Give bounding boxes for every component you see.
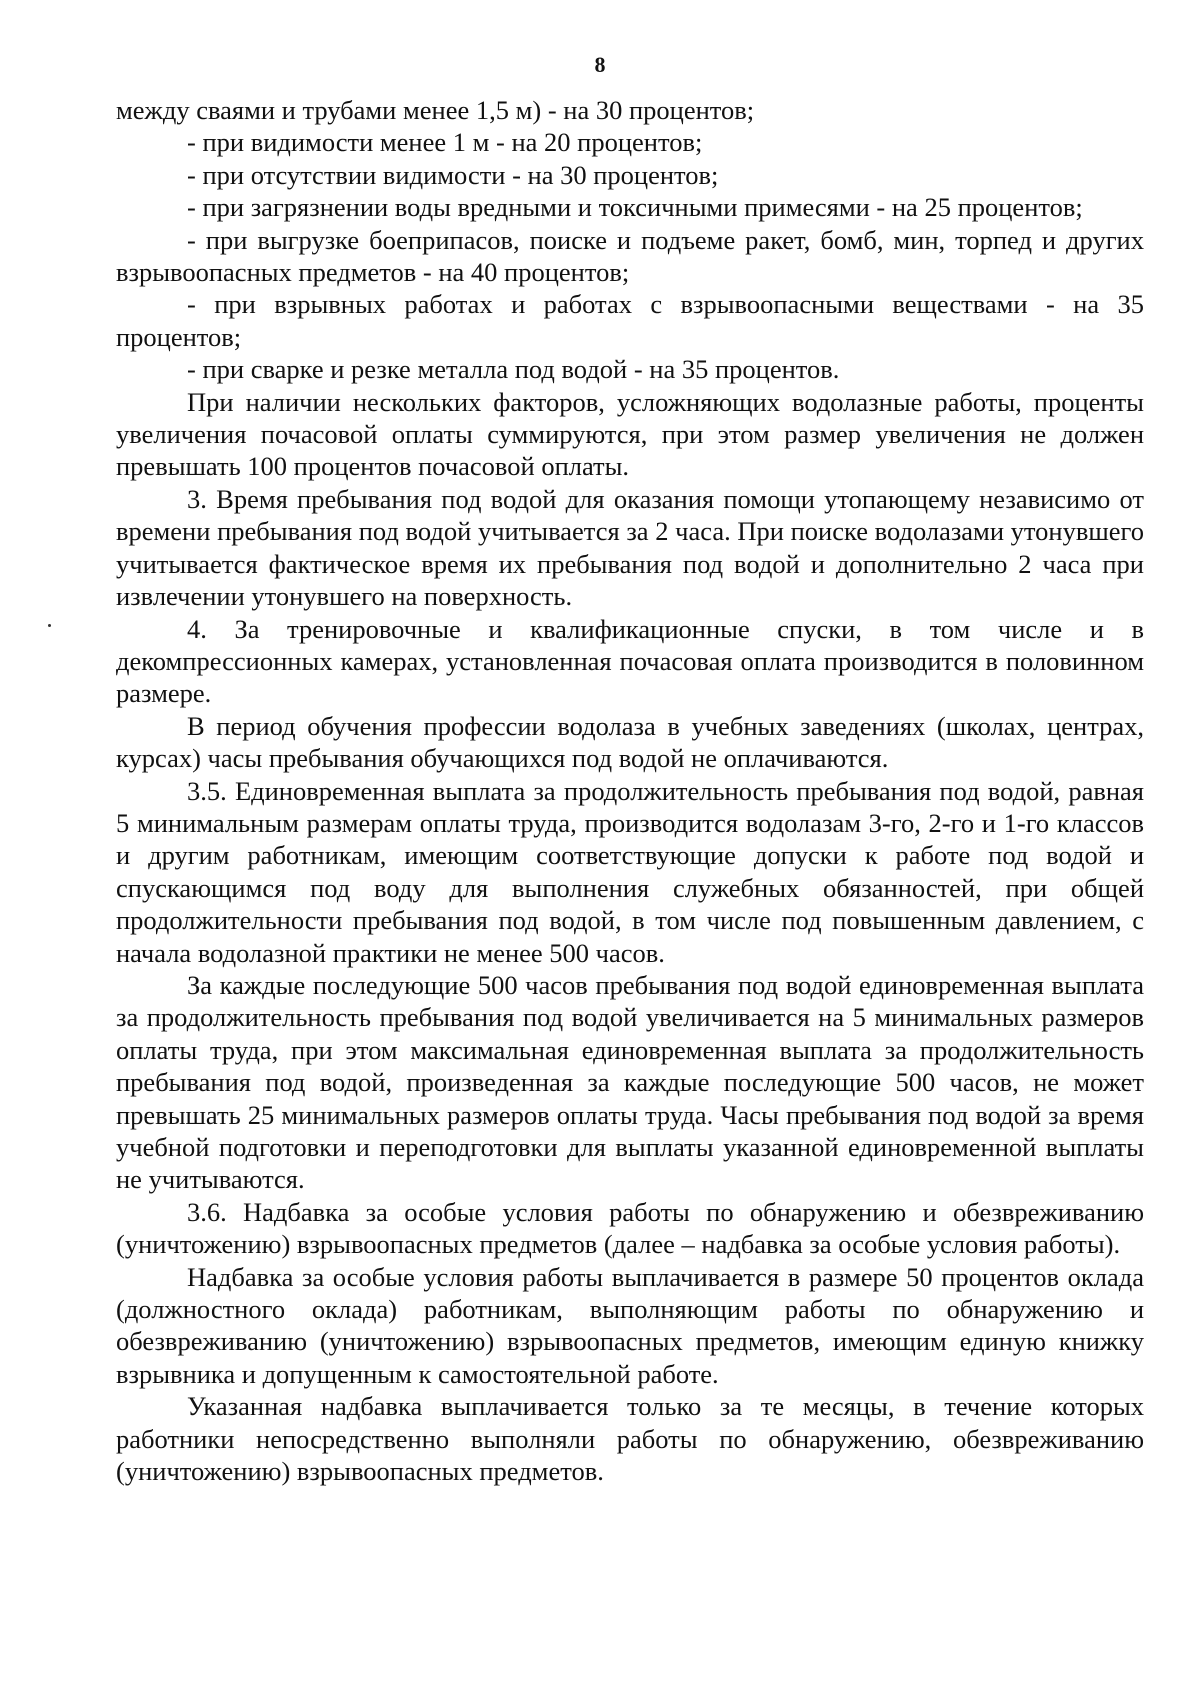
- paragraph-section-4: 4. За тренировочные и квалификационные спуски, в том числе и в декомпрессионных камерах, установленная почасовая оплата производится в половинном размере.: [116, 613, 1144, 709]
- paragraph-section-3-6: 3.6. Надбавка за особые условия работы по обнаружению и обезвреживанию (уничтожению) взрывоопасных предметов (далее – надбавка за особые условия работы).: [116, 1196, 1144, 1260]
- paragraph-training-period: В период обучения профессии водолаза в учебных заведениях (школах, центрах, курсах) часы пребывания обучающихся под водой не оплачиваются.: [116, 710, 1144, 774]
- paragraph-allowance-50-percent: Надбавка за особые условия работы выплачивается в размере 50 процентов оклада (должностного оклада) работникам, выполняющим работы по обнаружению и обезвреживанию (уничтожению) взрывоопасных предметов, имеющим единую книжку взрывника и допущенным к самостоятельной работе.: [116, 1261, 1144, 1389]
- list-item-welding: - при сварке и резке металла под водой - на 35 процентов.: [187, 354, 840, 385]
- paragraph-section-3-5: 3.5. Единовременная выплата за продолжительность пребывания под водой, равная 5 минимальным размерам оплаты труда, производится водолазам 3-го, 2-го и 1-го классов и другим работникам, имеющим соответствующие допуски к работе под водой и спускающимся под воду для выполнения служебных обязанностей, при общей продолжительности пребывания под водой, в том числе под повышенным давлением, с начала водолазной практики не менее 500 часов.: [116, 775, 1144, 968]
- list-item-water-pollution: - при загрязнении воды вредными и токсичными примесями - на 25 процентов;: [187, 192, 1083, 223]
- list-item-blasting: - при взрывных работах и работах с взрывоопасными веществами - на 35 процентов;: [116, 289, 1144, 352]
- list-item-visibility-low: - при видимости менее 1 м - на 20 процентов;: [187, 127, 703, 158]
- document-body: [116, 94, 1144, 1487]
- margin-dot: [48, 624, 51, 627]
- list-item-ammunition: - при выгрузке боеприпасов, поиске и подъеме ракет, бомб, мин, торпед и других взрывоопасных предметов - на 40 процентов;: [116, 224, 1144, 288]
- list-item-no-visibility: - при отсутствии видимости - на 30 процентов;: [187, 159, 719, 190]
- paragraph-multiple-factors: При наличии нескольких факторов, усложняющих водолазные работы, проценты увеличения почасовой оплаты суммируются, при этом размер увеличения не должен превышать 100 процентов почасовой оплаты.: [116, 386, 1144, 482]
- paragraph-section-3: 3. Время пребывания под водой для оказания помощи утопающему независимо от времени пребывания под водой учитывается за 2 часа. При поиске водолазами утонувшего учитывается фактическое время их пребывания под водой и дополнительно 2 часа при извлечении утонувшего на поверхность.: [116, 483, 1144, 612]
- paragraph-each-500-hours: За каждые последующие 500 часов пребывания под водой единовременная выплата за продолжительность пребывания под водой увеличивается на 5 минимальных размеров оплаты труда, при этом максимальная единовременная выплата за продолжительность пребывания под водой, произведенная за каждые последующие 500 часов, не может превышать 25 минимальных размеров оплаты труда. Часы пребывания под водой за время учебной подготовки и переподготовки для выплаты указанной единовременной выплаты не учитываются.: [116, 969, 1144, 1195]
- paragraph-allowance-months: Указанная надбавка выплачивается только за те месяцы, в течение которых работники непосредственно выполняли работы по обнаружению, обезвреживанию (уничтожению) взрывоопасных предметов.: [116, 1391, 1144, 1487]
- page-number: 8: [594, 52, 606, 77]
- paragraph-continuation: между сваями и трубами менее 1,5 м) - на 30 процентов;: [116, 95, 755, 125]
